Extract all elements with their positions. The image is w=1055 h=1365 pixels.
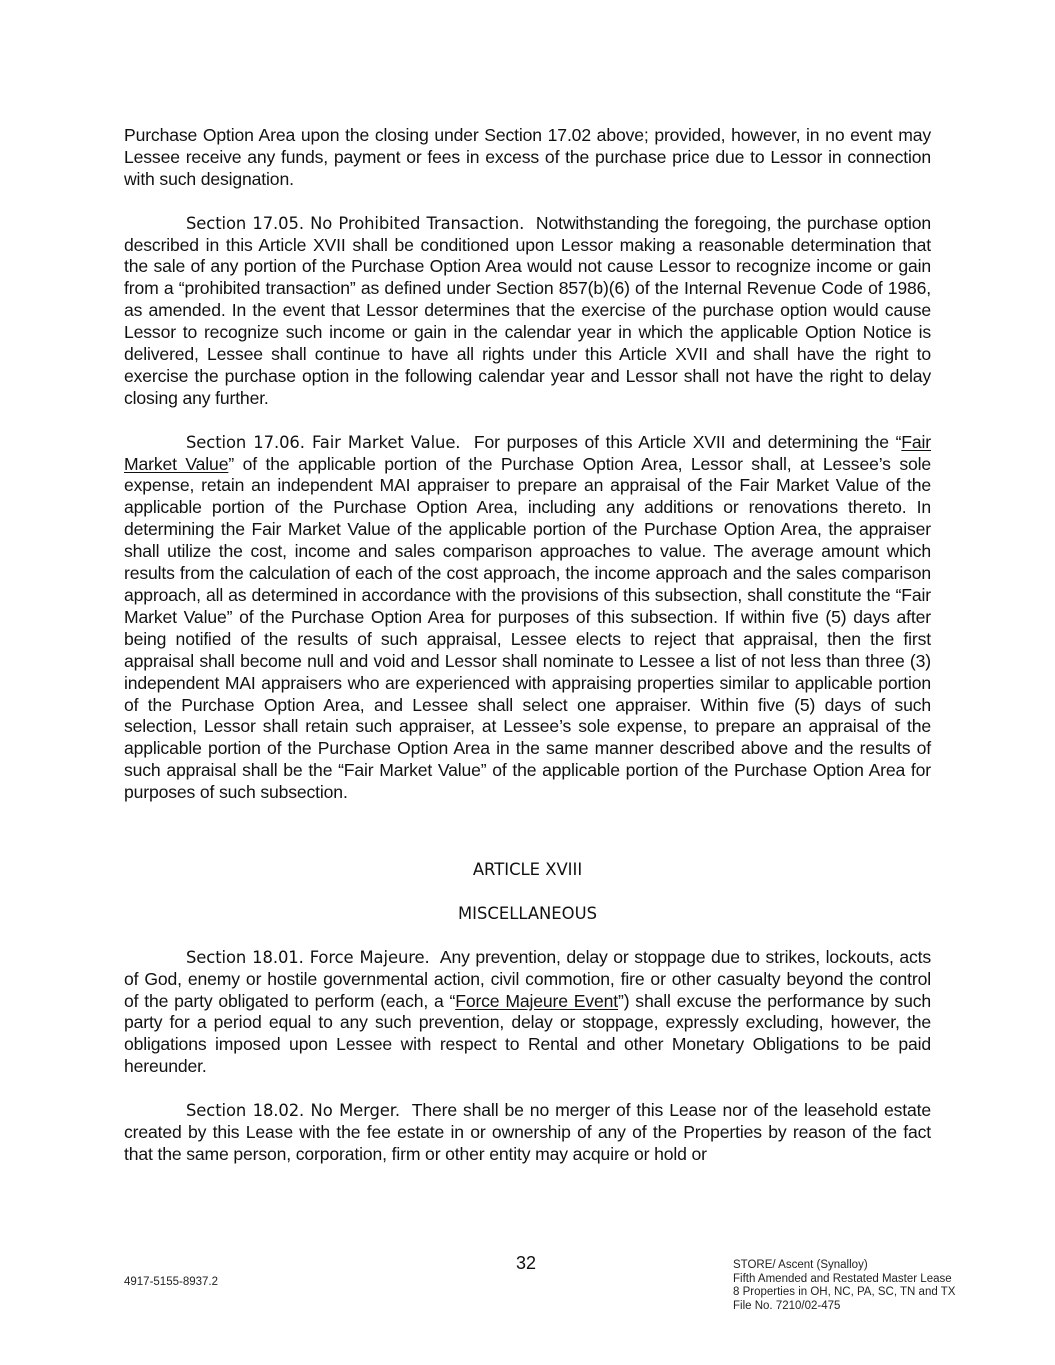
footer-doc-id: 4917-5155-8937.2 <box>124 1276 218 1288</box>
article-title-heading: MISCELLANEOUS <box>458 903 597 923</box>
section-17-06-body-pre: For purposes of this Article XVII and determining the “ <box>473 431 902 452</box>
article-number-heading: ARTICLE XVIII <box>472 859 583 879</box>
section-18-01-paragraph <box>124 947 931 1078</box>
section-18-02-heading: Section 18.02. No Merger. <box>186 1101 400 1121</box>
section-18-02-paragraph <box>124 1100 931 1166</box>
section-17-06-heading: Section 17.06. Fair Market Value. <box>186 432 461 452</box>
footer-info-line: Fifth Amended and Restated Master Lease <box>733 1272 952 1285</box>
footer-document-info <box>733 1259 955 1313</box>
section-18-01-body-post: ”) shall excuse the performance by such party for a period equal to any such prevention, delay or stoppage, expressly excluding, however, the obligations imposed upon Lessee with respect to Rental and other Monetary Obligations to be paid hereunder. <box>124 990 931 1077</box>
spacer <box>124 826 931 859</box>
section-17-05-body: Notwithstanding the foregoing, the purchase option described in this Article XVII shall be conditioned upon Lessor making a reasonable determination that the sale of any portion of the Purchase Option Area would not cause Lessor to recognize income or gain from a “prohibited transaction” as defined under Section 857(b)(6) of the Internal Revenue Code of 1986, as amended. In the event that Lessor determines that the exercise of the purchase option would cause Lessor to recognize such income or gain in the calendar year in which the applicable Option Notice is delivered, Lessee shall continue to have all rights under this Article XVII and shall have the right to exercise the purchase option in the following calendar year and Lessor shall not have the right to delay closing any further. <box>124 212 931 408</box>
defined-term-force-majeure-event: Force Majeure Event <box>455 990 618 1011</box>
section-18-01-body-pre: Any prevention, delay or stoppage due to strikes, lockouts, acts of God, enemy or hostile governmental action, civil commotion, fire or other casualty beyond the control of the party obligated to perform (each, a “ <box>124 946 931 1011</box>
section-17-05-heading: Section 17.05. No Prohibited Transaction. <box>186 213 525 233</box>
defined-term-fair-market-value: Fair Market Value <box>124 431 931 474</box>
continuation-paragraph <box>124 125 931 191</box>
section-17-05-paragraph <box>124 213 931 410</box>
section-17-06-paragraph <box>124 432 931 804</box>
section-18-01-heading: Section 18.01. Force Majeure. <box>186 947 430 967</box>
document-page <box>124 125 931 1188</box>
continuation-text: Purchase Option Area upon the closing under Section 17.02 above; provided, however, in no event may Lessee receive any funds, payment or fees in excess of the purchase price due to Lessor in connection with such designation. <box>124 125 931 189</box>
footer-info-line: 8 Properties in OH, NC, PA, SC, TN and TX <box>733 1286 956 1299</box>
section-17-06-body-post: ” of the applicable portion of the Purchase Option Area, Lessor shall, at Lessee’s sole expense, retain an independent MAI appraiser to prepare an appraisal of the Fair Market Value of the applicable portion of the Purchase Option Area, including any additions or renovations thereto. In determining the Fair Market Value of the applicable portion of the Purchase Option Area, the appraiser shall utilize the cost, income and sales comparison approaches to value. The average amount which results from the calculation of each of the cost approach, the income approach and the sales comparison approach, all as determined in accordance with the provisions of this subsection, shall constitute the “Fair Market Value” of the Purchase Option Area for purposes of this subsection. If within five (5) days after being notified of the results of such appraisal, Lessee elects to reject that appraisal, then the first appraisal shall become null and void and Lessor shall nominate to Lessee a list of not less than three (3) independent MAI appraisers who are experienced with appraising properties similar to applicable portion of the Purchase Option Area, and Lessee shall select one appraiser. Within five (5) days of such selection, Lessor shall retain such appraiser, at Lessee’s sole expense, to prepare an appraisal of the applicable portion of the Purchase Option Area in the same manner described above and the results of such appraisal shall be the “Fair Market Value” of the applicable portion of the Purchase Option Area for purposes of such subsection. <box>124 453 931 803</box>
footer-page-number: 32 <box>516 1253 537 1273</box>
footer-info-line: File No. 7210/02-475 <box>733 1299 841 1312</box>
spacer <box>124 925 931 947</box>
section-18-02-body: There shall be no merger of this Lease nor of the leasehold estate created by this Lease with the fee estate in or ownership of any of the Properties by reason of the fact that the same person, corporation, firm or other entity may acquire or hold or <box>124 1100 931 1164</box>
footer-info-line: STORE/ Ascent (Synalloy) <box>733 1259 868 1271</box>
spacer <box>124 881 931 903</box>
